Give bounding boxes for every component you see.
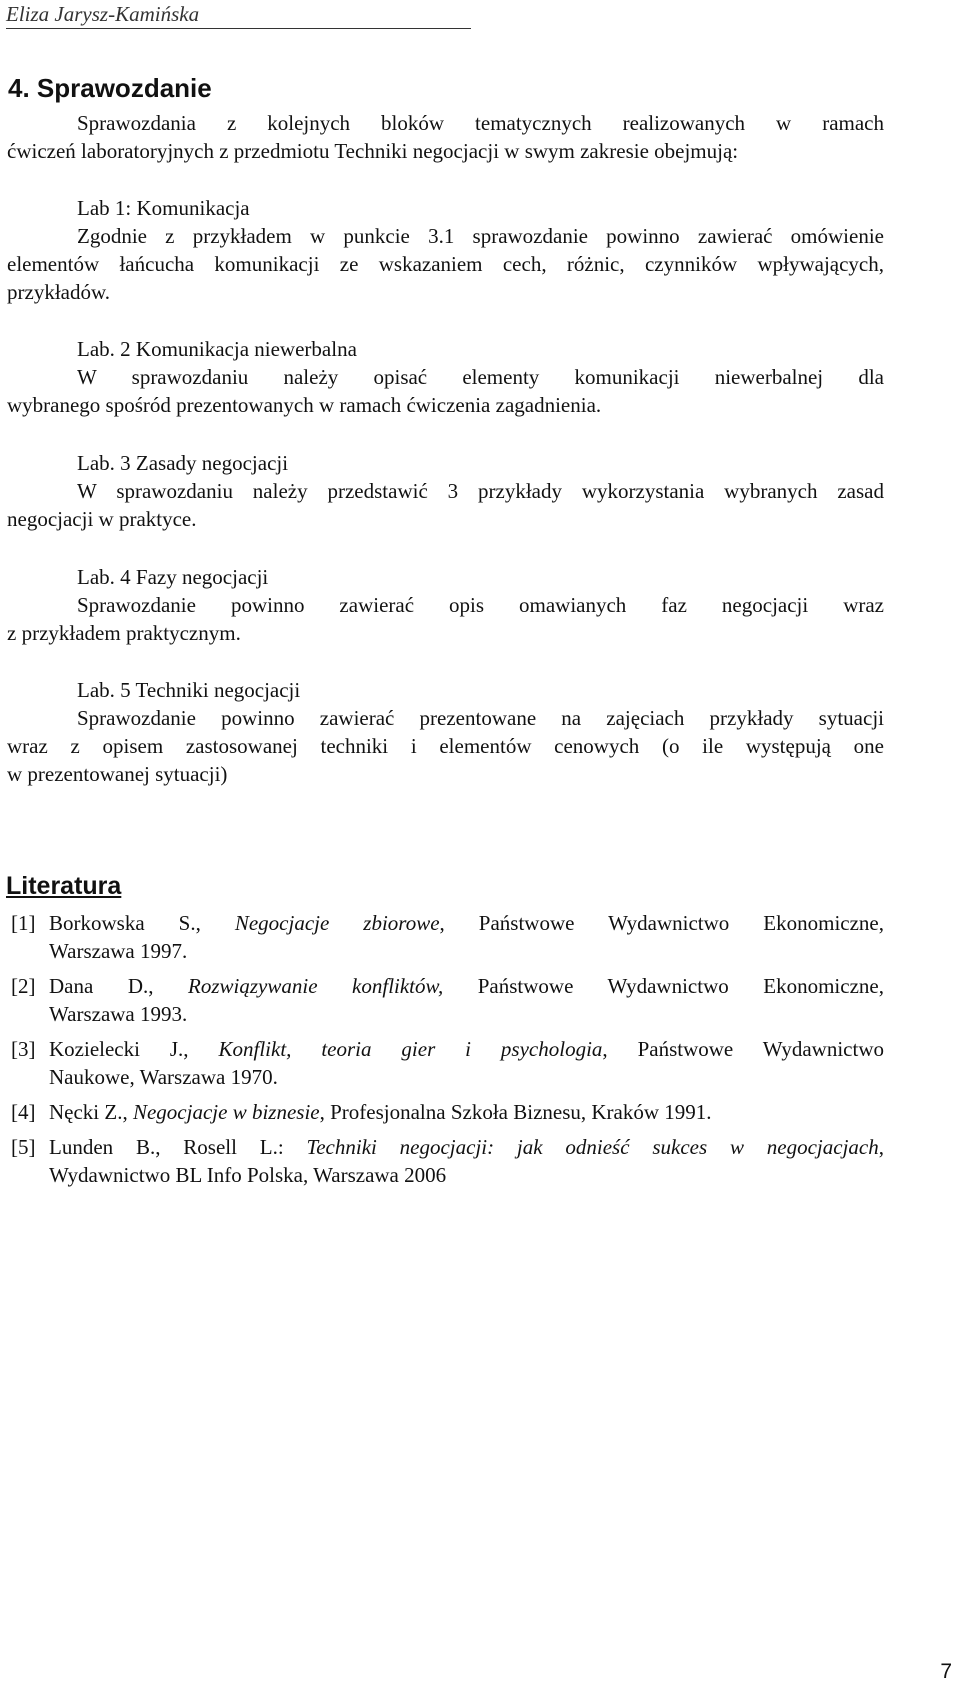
reference-number: [2] xyxy=(11,974,36,998)
lab-block-1 xyxy=(7,194,884,306)
reference-work: Negocjacje w biznesie xyxy=(132,1100,320,1124)
reference-work: Rozwiązywanie konfliktów, xyxy=(188,974,444,998)
lab-text-line: wraz z opisem zastosowanej techniki i elementów cenowych (o ile występują one xyxy=(7,734,884,758)
literature-title: Literatura xyxy=(6,872,122,900)
author-header: Eliza Jarysz-Kamińska xyxy=(6,0,471,29)
reference-publisher: , Państwowe Wydawnictwo Ekonomiczne, xyxy=(439,911,884,935)
reference-number: [5] xyxy=(11,1135,36,1159)
reference-work: Techniki negocjacji: jak odnieść sukces w negocjacjach xyxy=(306,1135,879,1159)
lab-text-line: Sprawozdanie powinno zawierać prezentowane na zajęciach przykłady sytuacji xyxy=(77,706,884,730)
lab-title: Lab. 4 Fazy negocjacji xyxy=(77,565,269,589)
reference-item xyxy=(11,1133,884,1189)
lab-text-line: wybranego spośród prezentowanych w ramach ćwiczenia zagadnienia. xyxy=(7,393,602,417)
intro-paragraph xyxy=(7,109,884,165)
reference-author: Dana D., xyxy=(49,974,189,998)
reference-work: Negocjacje zbiorowe xyxy=(234,911,440,935)
reference-publisher: , Profesjonalna Szkoła Biznesu, Kraków 1991. xyxy=(319,1100,712,1124)
lab-title: Lab. 5 Techniki negocjacji xyxy=(77,678,301,702)
reference-item xyxy=(11,1035,884,1091)
lab-text-line: przykładów. xyxy=(7,280,111,304)
intro-line: Sprawozdania z kolejnych bloków tematycznych realizowanych w ramach xyxy=(77,111,884,135)
lab-block-3 xyxy=(7,449,884,533)
reference-list xyxy=(11,909,884,1196)
reference-item xyxy=(11,909,884,965)
reference-number: [4] xyxy=(11,1100,36,1124)
reference-publisher: Naukowe, Warszawa 1970. xyxy=(49,1065,278,1089)
reference-author: Lunden B., Rosell L.: xyxy=(49,1135,307,1159)
reference-author: Borkowska S., xyxy=(49,911,235,935)
reference-author: Nęcki Z., xyxy=(49,1100,133,1124)
lab-block-5 xyxy=(7,676,884,788)
lab-text-line: Sprawozdanie powinno zawierać opis omawianych faz negocjacji wraz xyxy=(77,593,884,617)
lab-block-4 xyxy=(7,563,884,647)
lab-text-line: negocjacji w praktyce. xyxy=(7,507,197,531)
reference-item xyxy=(11,972,884,1028)
lab-text-line: z przykładem praktycznym. xyxy=(7,621,241,645)
lab-text-line: w prezentowanej sytuacji) xyxy=(7,762,228,786)
lab-text-line: W sprawozdaniu należy przedstawić 3 przykłady wykorzystania wybranych zasad xyxy=(77,479,884,503)
page-number: 7 xyxy=(940,1660,952,1683)
reference-publisher: Państwowe Wydawnictwo Ekonomiczne, xyxy=(443,974,884,998)
reference-author: Kozielecki J., xyxy=(49,1037,219,1061)
lab-text-line: Zgodnie z przykładem w punkcie 3.1 sprawozdanie powinno zawierać omówienie xyxy=(77,224,884,248)
reference-publisher: , Państwowe Wydawnictwo xyxy=(602,1037,885,1061)
reference-publisher: , xyxy=(878,1135,884,1159)
lab-title: Lab. 2 Komunikacja niewerbalna xyxy=(77,337,357,361)
section-title: 4. Sprawozdanie xyxy=(8,73,212,103)
reference-publisher: Warszawa 1997. xyxy=(49,939,188,963)
reference-number: [1] xyxy=(11,911,36,935)
lab-block-2 xyxy=(7,335,884,419)
reference-number: [3] xyxy=(11,1037,36,1061)
lab-title: Lab. 3 Zasady negocjacji xyxy=(77,451,289,475)
lab-title: Lab 1: Komunikacja xyxy=(77,196,250,220)
reference-work: Konflikt, teoria gier i psychologia xyxy=(218,1037,603,1061)
intro-line: ćwiczeń laboratoryjnych z przedmiotu Techniki negocjacji w swym zakresie obejmują: xyxy=(7,139,739,163)
reference-item xyxy=(11,1098,884,1126)
lab-text-line: elementów łańcucha komunikacji ze wskazaniem cech, różnic, czynników wpływających, xyxy=(7,252,884,276)
reference-publisher: Wydawnictwo BL Info Polska, Warszawa 2006 xyxy=(49,1163,447,1187)
lab-text-line: W sprawozdaniu należy opisać elementy komunikacji niewerbalnej dla xyxy=(77,365,884,389)
reference-publisher: Warszawa 1993. xyxy=(49,1002,188,1026)
